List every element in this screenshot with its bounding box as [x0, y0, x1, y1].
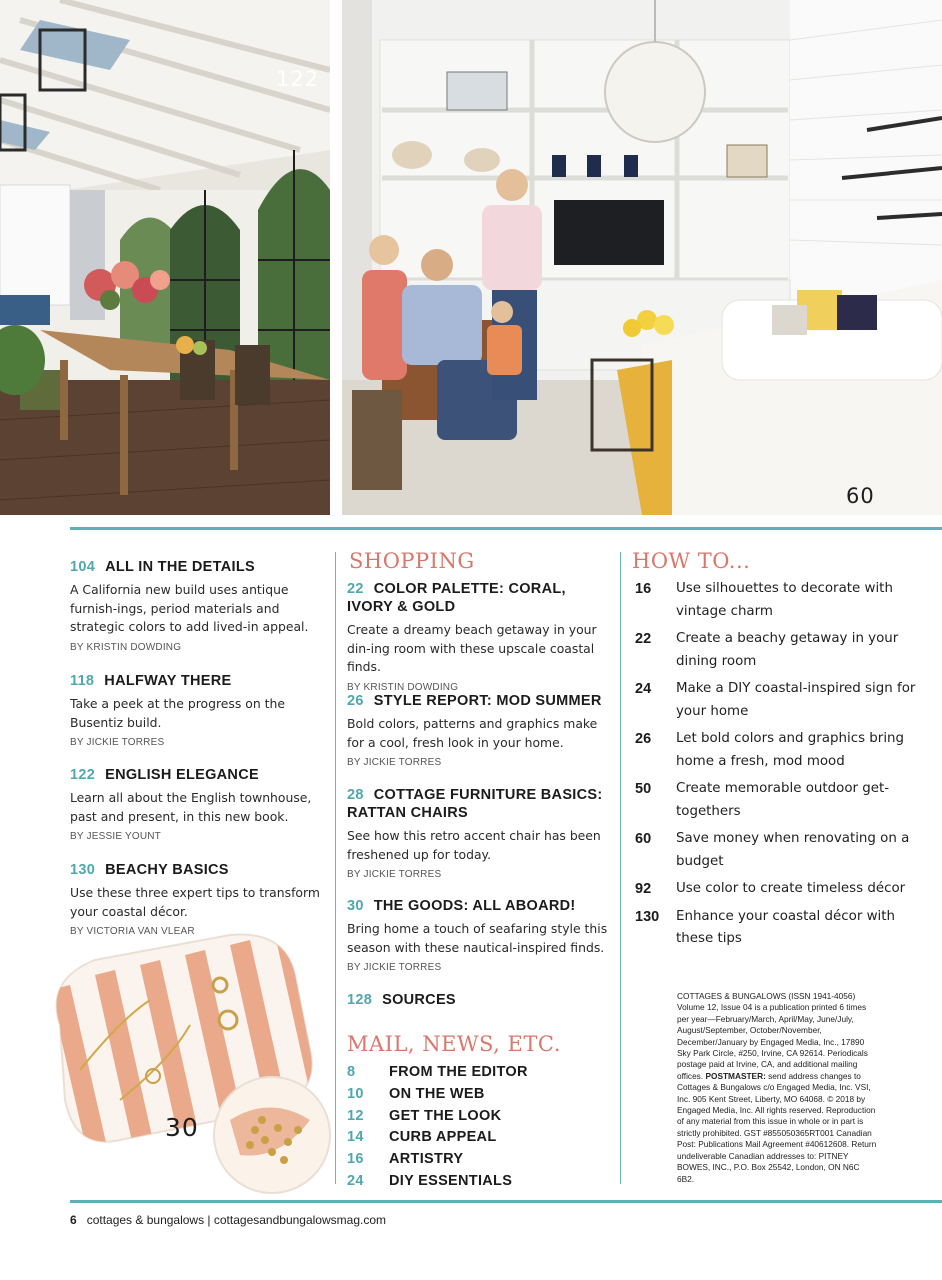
page-number: 130	[70, 862, 96, 878]
howto-item-text: Let bold colors and graphics bring home a fresh, mod mood	[676, 731, 905, 769]
howto-item-text: Create a beachy getaway in your dining room	[676, 631, 899, 669]
feature-byline: BY VICTORIA VAN VLEAR	[70, 926, 195, 937]
imprint-text: COTTAGES & BUNGALOWS (ISSN 1941-4056) Volume 12, Issue 04 is a publication printed 6 times per year—February/March, April/May, June/July, August/September, October/November, December/January by Engaged Media, Inc., 17890 Sky Park Circle, #250, Irvine, CA 92614. Periodicals postage paid at Irvine, CA, and additional mailing offices.	[677, 991, 868, 1081]
feature-description: Take a peek at the progress on the Busentiz build.	[70, 696, 285, 730]
mail-item-title: ARTISTRY	[389, 1151, 464, 1168]
feature-description: Learn all about the English townhouse, past and present, in this new book.	[70, 790, 312, 824]
mail-item-title: GET THE LOOK	[389, 1107, 502, 1124]
howto-list-item[interactable]	[635, 906, 935, 951]
howto-item-text: Create memorable outdoor get-togethers	[676, 781, 890, 819]
page-number: 8	[347, 1064, 356, 1080]
feature-byline: BY KRISTIN DOWDING	[70, 641, 182, 653]
shopping-byline: BY KRISTIN DOWDING	[347, 681, 459, 693]
page-ref-122: 122	[276, 67, 320, 91]
page-number: 28	[347, 787, 364, 803]
shopping-title: STYLE REPORT: MOD SUMMER	[373, 693, 602, 709]
sources-heading	[347, 991, 611, 1009]
shopping-entry[interactable]	[347, 580, 611, 693]
page-number: 130	[635, 908, 660, 925]
living-room-family-photo	[342, 0, 942, 515]
page-number: 92	[635, 881, 652, 897]
folio-page-number: 6	[70, 1213, 77, 1227]
mail-item-title: DIY ESSENTIALS	[389, 1172, 513, 1189]
feature-title: ALL IN THE DETAILS	[105, 559, 255, 575]
shopping-heading	[347, 897, 611, 915]
page-number: 128	[347, 992, 373, 1008]
page-number: 22	[347, 581, 364, 597]
mail-list-item[interactable]	[347, 1127, 617, 1149]
feature-title: HALFWAY THERE	[104, 673, 232, 689]
howto-item-text: Use color to create timeless décor	[676, 881, 906, 896]
imprint-text: send address changes to Cottages & Bungalows c/o Engaged Media, Inc. VSI, Inc. 905 Kent Street, Liberty, MO 64068. © 2018 by Engaged Media, Inc. All rights reserved. Reproduction of any material from this issue in whole or in part is strictly prohibited. GST #855050365RT001 Canadian Post: Publications Mail Agreement #40612608. Return undeliverable Canadian addresses to: PITNEY BOWES, INC., P.O. Box 25542, London, ON N6C 6B2.	[677, 1070, 877, 1184]
page-number: 104	[70, 559, 96, 575]
feature-title: ENGLISH ELEGANCE	[105, 767, 259, 783]
howto-list	[635, 578, 935, 956]
striped-dish-photo	[40, 930, 340, 1200]
page-footer	[70, 1213, 386, 1227]
footer-text: cottages & bungalows | cottagesandbungalowsmag.com	[86, 1213, 386, 1227]
page-number: 22	[635, 631, 652, 647]
shopping-byline: BY JICKIE TORRES	[347, 869, 442, 880]
page-number: 24	[347, 1172, 364, 1189]
page-number: 30	[347, 898, 364, 914]
page-ref-30: 30	[165, 1113, 199, 1142]
mail-list-item[interactable]	[347, 1149, 617, 1171]
page-number: 118	[70, 673, 95, 689]
shopping-byline: BY JICKIE TORRES	[347, 757, 442, 768]
page-number: 24	[635, 681, 652, 697]
shopping-description: See how this retro accent chair has been freshened up for today.	[347, 828, 601, 862]
bottom-divider-rule	[70, 1200, 942, 1203]
sources-entry[interactable]	[347, 991, 611, 1009]
feature-heading	[70, 558, 328, 576]
publication-imprint	[677, 991, 877, 1185]
top-divider-rule	[70, 527, 942, 530]
shopping-heading	[347, 786, 611, 822]
shopping-description: Bring home a touch of seafaring style this season with these nautical-inspired finds.	[347, 921, 608, 955]
mail-news-list	[347, 1062, 617, 1193]
feature-entry[interactable]	[70, 672, 328, 748]
howto-list-item[interactable]	[635, 878, 935, 901]
shopping-section-title: SHOPPING	[349, 549, 475, 573]
dining-room-photo	[0, 0, 330, 515]
mail-list-item[interactable]	[347, 1062, 617, 1084]
shopping-entry[interactable]	[347, 786, 611, 880]
shopping-title: THE GOODS: ALL ABOARD!	[373, 898, 576, 914]
shopping-heading	[347, 692, 611, 710]
page-number: 10	[347, 1085, 364, 1102]
mail-list-item[interactable]	[347, 1084, 617, 1106]
mail-section-title: MAIL, NEWS, ETC.	[347, 1032, 561, 1056]
column-divider-right	[620, 552, 621, 1184]
page-number: 26	[347, 693, 364, 709]
page-number: 12	[347, 1107, 364, 1124]
shopping-entry[interactable]	[347, 692, 611, 768]
feature-description: A California new build uses antique furnish-ings, period materials and strategic colors to add lived-in appeal.	[70, 582, 309, 634]
shopping-heading	[347, 580, 611, 616]
feature-entry[interactable]	[70, 861, 328, 937]
feature-byline: BY JICKIE TORRES	[70, 737, 165, 748]
sources-title: SOURCES	[382, 992, 456, 1008]
page-number: 50	[635, 781, 652, 797]
mail-item-title: ON THE WEB	[389, 1085, 485, 1102]
shopping-title: COLOR PALETTE: CORAL, IVORY & GOLD	[347, 581, 566, 615]
page-ref-60: 60	[846, 484, 875, 508]
page-number: 26	[635, 731, 652, 747]
shopping-description: Create a dreamy beach getaway in your din-ing room with these upscale coastal finds.	[347, 622, 597, 674]
mail-item-title: CURB APPEAL	[389, 1129, 497, 1146]
howto-item-text: Enhance your coastal décor with these tips	[676, 908, 895, 946]
feature-entry[interactable]	[70, 766, 332, 842]
feature-heading	[70, 861, 328, 879]
page-number: 60	[635, 831, 652, 847]
mail-list-item[interactable]	[347, 1106, 617, 1128]
howto-list-item[interactable]	[635, 678, 935, 723]
postmaster-label: POSTMASTER:	[705, 1070, 766, 1081]
howto-item-text: Use silhouettes to decorate with vintage charm	[676, 581, 893, 619]
howto-list-item[interactable]	[635, 778, 935, 823]
feature-heading	[70, 672, 328, 690]
page-number: 16	[635, 581, 652, 597]
mail-list-item[interactable]	[347, 1171, 617, 1193]
shopping-entry[interactable]	[347, 897, 611, 973]
page-number: 122	[70, 767, 96, 783]
howto-list-item[interactable]	[635, 828, 935, 873]
feature-heading	[70, 766, 332, 784]
mail-item-title: FROM THE EDITOR	[389, 1064, 528, 1080]
page-number: 14	[347, 1129, 364, 1146]
page-number: 16	[347, 1151, 364, 1168]
shopping-description: Bold colors, patterns and graphics make for a cool, fresh look in your home.	[347, 716, 598, 750]
feature-title: BEACHY BASICS	[105, 862, 229, 878]
shopping-byline: BY JICKIE TORRES	[347, 962, 442, 973]
howto-section-title: HOW TO...	[632, 549, 751, 573]
howto-list-item[interactable]	[635, 578, 935, 623]
howto-item-text: Save money when renovating on a budget	[676, 831, 910, 869]
howto-list-item[interactable]	[635, 728, 935, 773]
shopping-title: COTTAGE FURNITURE BASICS: RATTAN CHAIRS	[347, 787, 603, 821]
feature-description: Use these three expert tips to transform your coastal décor.	[70, 885, 320, 919]
feature-entry[interactable]	[70, 558, 328, 653]
howto-list-item[interactable]	[635, 628, 935, 673]
howto-item-text: Make a DIY coastal-inspired sign for your home	[676, 681, 916, 719]
feature-byline: BY JESSIE YOUNT	[70, 831, 161, 842]
